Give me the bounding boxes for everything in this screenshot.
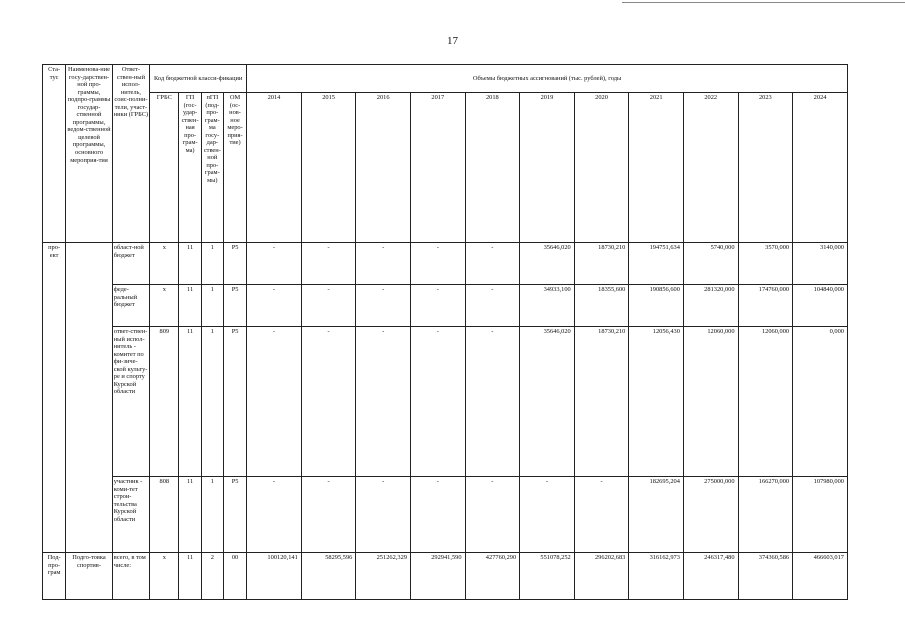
header-responsible: Ответ-ствен-ный испол-нитель, соис-полни-тели, участ-ники (ГРБС)	[112, 65, 149, 243]
value-cell: 3140,000	[793, 243, 848, 285]
status-cell: про-ект	[43, 243, 66, 553]
value-cell: 551078,252	[520, 553, 575, 600]
header-year: 2019	[520, 93, 575, 243]
om-cell: P5	[223, 285, 246, 327]
value-cell: 100120,141	[247, 553, 302, 600]
header-grbs: ГРБС	[150, 93, 179, 243]
header-name: Наименова-ние госу-дарствен-ной про-граммы, подпро-граммы государ-ственной программы, ведом-ственной целевой программы, основного мероприя-тия	[66, 65, 113, 243]
gp-cell: 11	[179, 553, 201, 600]
top-rule	[622, 2, 905, 3]
value-cell: -	[465, 477, 520, 553]
pgp-cell: 2	[201, 553, 223, 600]
value-cell: -	[410, 243, 465, 285]
grbs-cell: x	[150, 243, 179, 285]
om-cell: 00	[223, 553, 246, 600]
header-budget-code: Код бюджетной класси-фикации	[150, 65, 247, 93]
header-status: Ста-тус	[43, 65, 66, 243]
responsible-cell: всего, в том числе:	[112, 553, 149, 600]
table-row	[43, 285, 848, 327]
value-cell: 296202,683	[574, 553, 629, 600]
responsible-cell: феде-ральный бюджет	[112, 285, 149, 327]
value-cell: 18355,600	[574, 285, 629, 327]
value-cell: 281320,000	[683, 285, 738, 327]
value-cell: 174760,000	[738, 285, 793, 327]
value-cell: -	[520, 477, 575, 553]
value-cell: 190856,600	[629, 285, 684, 327]
header-gp: ГП (гос-удар-ствен-ная про-грам-ма)	[179, 93, 201, 243]
value-cell: 316162,973	[629, 553, 684, 600]
header-year: 2017	[410, 93, 465, 243]
value-cell: -	[247, 327, 302, 477]
value-cell: -	[356, 477, 411, 553]
header-row-1	[43, 65, 848, 93]
value-cell: 12056,430	[629, 327, 684, 477]
table-row	[43, 553, 848, 600]
value-cell: 374360,586	[738, 553, 793, 600]
grbs-cell: 809	[150, 327, 179, 477]
budget-table	[42, 64, 848, 600]
value-cell: 18730,210	[574, 243, 629, 285]
table-row	[43, 243, 848, 285]
value-cell: -	[356, 285, 411, 327]
value-cell: 107980,000	[793, 477, 848, 553]
header-year: 2024	[793, 93, 848, 243]
pgp-cell: 1	[201, 285, 223, 327]
gp-cell: 11	[179, 477, 201, 553]
gp-cell: 11	[179, 327, 201, 477]
responsible-cell: ответ-ствен-ный испол-нитель - комитет по фи-зиче-ской культу-ре и спорту Курской области	[112, 327, 149, 477]
value-cell: 12060,000	[683, 327, 738, 477]
value-cell: 246317,480	[683, 553, 738, 600]
responsible-cell: участник - коми-тет строи-тельства Курской области	[112, 477, 149, 553]
header-year: 2016	[356, 93, 411, 243]
value-cell: -	[247, 285, 302, 327]
value-cell: -	[301, 243, 356, 285]
status-cell: Под-про-грам	[43, 553, 66, 600]
value-cell: 5740,000	[683, 243, 738, 285]
value-cell: 194751,634	[629, 243, 684, 285]
header-om: ОМ (ос-нов-ное меро-прия-тие)	[223, 93, 246, 243]
value-cell: 58295,596	[301, 553, 356, 600]
value-cell: -	[465, 243, 520, 285]
gp-cell: 11	[179, 285, 201, 327]
value-cell: 0,000	[793, 327, 848, 477]
table-row	[43, 327, 848, 477]
value-cell: 466603,017	[793, 553, 848, 600]
value-cell: -	[247, 477, 302, 553]
value-cell: 251262,329	[356, 553, 411, 600]
grbs-cell: x	[150, 285, 179, 327]
value-cell: 12060,000	[738, 327, 793, 477]
value-cell: -	[301, 327, 356, 477]
name-cell: Подго-товка спортив-	[66, 553, 113, 600]
header-row-2	[43, 93, 848, 243]
value-cell: 292941,590	[410, 553, 465, 600]
value-cell: 104840,000	[793, 285, 848, 327]
header-year: 2015	[301, 93, 356, 243]
value-cell: -	[410, 477, 465, 553]
header-year: 2022	[683, 93, 738, 243]
value-cell: 182695,204	[629, 477, 684, 553]
name-cell	[66, 243, 113, 553]
om-cell: P5	[223, 477, 246, 553]
om-cell: P5	[223, 327, 246, 477]
grbs-cell: x	[150, 553, 179, 600]
pgp-cell: 1	[201, 327, 223, 477]
pgp-cell: 1	[201, 477, 223, 553]
value-cell: -	[356, 243, 411, 285]
value-cell: 427760,290	[465, 553, 520, 600]
value-cell: 35646,020	[520, 243, 575, 285]
value-cell: -	[574, 477, 629, 553]
header-pgp: пГП (под-про-грам-ма госу-дар-ствен-ной про-грам-мы)	[201, 93, 223, 243]
grbs-cell: 808	[150, 477, 179, 553]
value-cell: 275000,000	[683, 477, 738, 553]
gp-cell: 11	[179, 243, 201, 285]
value-cell: -	[410, 327, 465, 477]
value-cell: 35646,020	[520, 327, 575, 477]
header-allocations: Объемы бюджетных ассигнований (тыс. рублей), годы	[247, 65, 848, 93]
table-row	[43, 477, 848, 553]
value-cell: -	[465, 327, 520, 477]
value-cell: -	[465, 285, 520, 327]
value-cell: 166270,000	[738, 477, 793, 553]
page-number: 17	[447, 35, 458, 47]
header-year: 2020	[574, 93, 629, 243]
header-year: 2023	[738, 93, 793, 243]
om-cell: P5	[223, 243, 246, 285]
value-cell: -	[356, 327, 411, 477]
value-cell: 34933,100	[520, 285, 575, 327]
value-cell: -	[301, 285, 356, 327]
pgp-cell: 1	[201, 243, 223, 285]
value-cell: -	[410, 285, 465, 327]
value-cell: 3570,000	[738, 243, 793, 285]
header-year: 2018	[465, 93, 520, 243]
value-cell: -	[301, 477, 356, 553]
header-year: 2014	[247, 93, 302, 243]
value-cell: 18730,210	[574, 327, 629, 477]
responsible-cell: област-ной бюджет	[112, 243, 149, 285]
value-cell: -	[247, 243, 302, 285]
header-year: 2021	[629, 93, 684, 243]
